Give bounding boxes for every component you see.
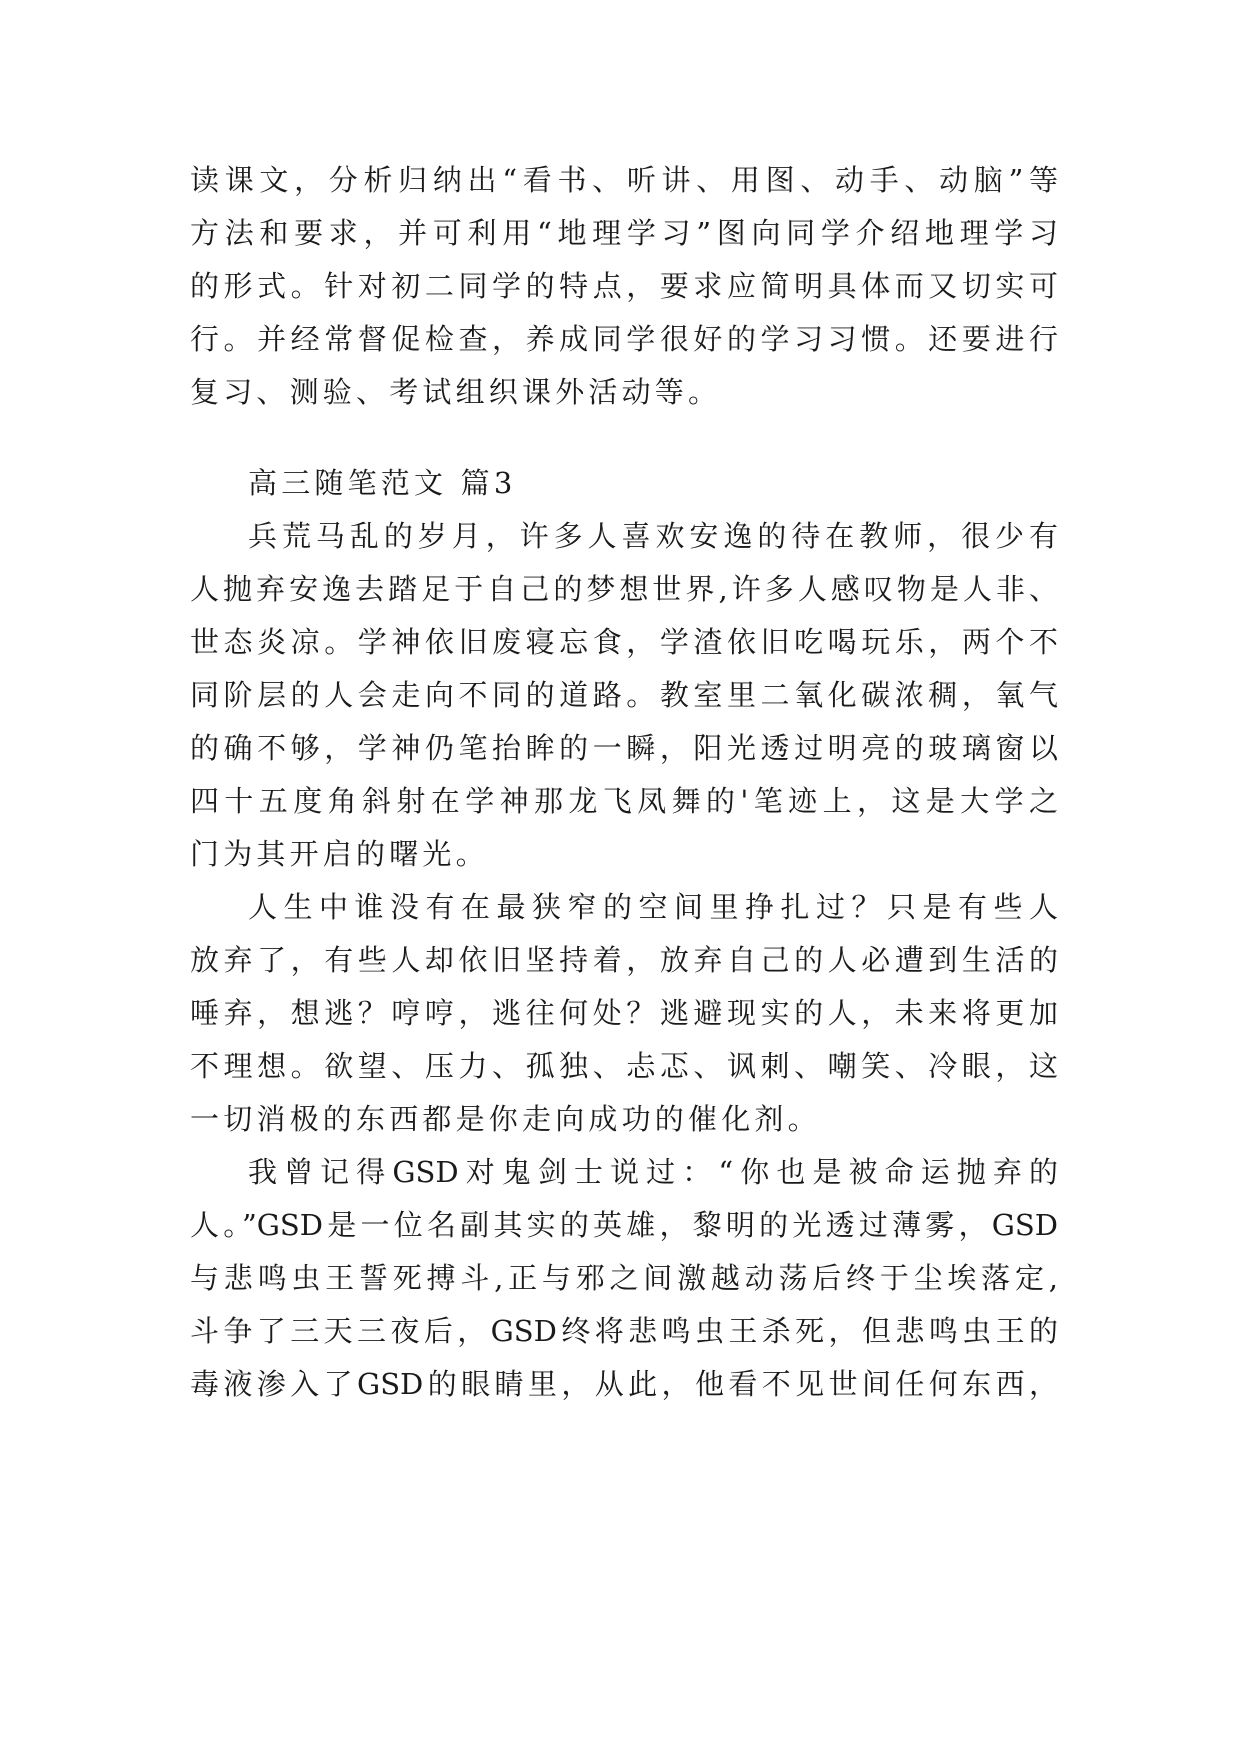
paragraph-line: 唾弃，想逃？哼哼，逃往何处？逃避现实的人，未来将更加 [190,996,1058,1030]
paragraph-line: 的确不够，学神仍笔抬眸的一瞬，阳光透过明亮的玻璃窗以 [190,731,1058,765]
paragraph-line: 方法和要求，并可利用“地理学习”图向同学介绍地理学习 [190,216,1058,250]
paragraph-line: 行。并经常督促检查，养成同学很好的学习习惯。还要进行 [190,322,1058,356]
paragraph-line: 复习、测验、考试组织课外活动等。 [190,375,722,409]
paragraph-line: 人抛弃安逸去踏足于自己的梦想世界,许多人感叹物是人非、 [190,572,1058,606]
paragraph-line: 放弃了，有些人却依旧坚持着，放弃自己的人必遭到生活的 [190,943,1058,977]
paragraph-line: 斗争了三天三夜后，GSD终将悲鸣虫王杀死，但悲鸣虫王的 [190,1314,1058,1348]
paragraph-line: 与悲鸣虫王誓死搏斗,正与邪之间激越动荡后终于尘埃落定, [190,1261,1058,1295]
paragraph-line: 四十五度角斜射在学神那龙飞凤舞的'笔迹上，这是大学之 [190,784,1058,818]
paragraph-line: 人。”GSD是一位名副其实的英雄，黎明的光透过薄雾，GSD [190,1208,1058,1242]
paragraph-line: 世态炎凉。学神依旧废寝忘食，学渣依旧吃喝玩乐，两个不 [190,625,1058,659]
section-heading: 高三随笔范文 篇3 [248,466,517,500]
paragraph-line: 读课文，分析归纳出“看书、听讲、用图、动手、动脑”等 [190,163,1058,197]
paragraph-line: 我曾记得GSD对鬼剑士说过：“你也是被命运抛弃的 [248,1155,1058,1189]
paragraph-line: 毒液渗入了GSD的眼睛里，从此，他看不见世间任何东西， [190,1367,1058,1401]
paragraph-line: 不理想。欲望、压力、孤独、忐忑、讽刺、嘲笑、冷眼，这 [190,1049,1058,1083]
paragraph-line: 同阶层的人会走向不同的道路。教室里二氧化碳浓稠，氧气 [190,678,1058,712]
paragraph-line: 门为其开启的曙光。 [190,837,489,871]
paragraph-line: 的形式。针对初二同学的特点，要求应简明具体而又切实可 [190,269,1058,303]
paragraph-line: 兵荒马乱的岁月，许多人喜欢安逸的待在教师，很少有 [248,519,1058,553]
paragraph-line: 人生中谁没有在最狭窄的空间里挣扎过？只是有些人 [248,890,1058,924]
paragraph-line: 一切消极的东西都是你走向成功的催化剂。 [190,1102,821,1136]
